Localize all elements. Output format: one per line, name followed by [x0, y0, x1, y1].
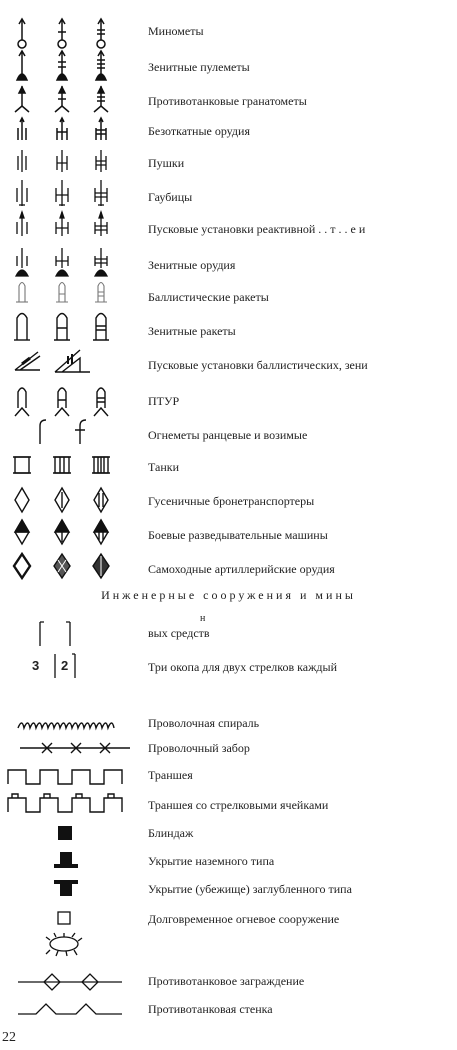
row-mlrs — [0, 210, 457, 240]
spg-icon — [0, 552, 135, 582]
label-bunker: Долговременное огневое сооружение — [148, 912, 340, 926]
aa-machinegun-icon — [0, 50, 135, 80]
row-trench-positions — [0, 650, 457, 682]
hedgehog-obstacle-icon — [0, 932, 135, 962]
recoilless-gun-icon — [0, 116, 135, 146]
howitzer-icon — [0, 178, 135, 208]
at-obstacle-icon — [0, 966, 135, 996]
label-missile-launchers: Пусковые установки баллистических, зени — [148, 358, 368, 372]
label-aa-machineguns: Зенитные пулеметы — [148, 60, 250, 74]
bracket-icon — [0, 612, 135, 642]
row-atgm — [0, 384, 457, 414]
row-buried-shelter — [0, 874, 457, 904]
row-ballistic-missiles — [0, 278, 457, 308]
rocket-launcher-icon — [0, 210, 135, 240]
row-apc — [0, 486, 457, 516]
mortar-icon — [0, 16, 135, 46]
row-at-wall — [0, 994, 457, 1024]
apc-icon — [0, 486, 135, 516]
label-at-grenade-launchers: Противотанковые гранатометы — [148, 94, 307, 108]
fragment-label: вых средств — [148, 626, 210, 640]
at-wall-icon — [0, 994, 135, 1024]
label-surface-shelter: Укрытие наземного типа — [148, 854, 275, 868]
label-at-wall: Противотанковая стенка — [148, 1002, 273, 1016]
label-trench-cells: Траншея со стрелковыми ячейками — [148, 798, 329, 812]
label-at-obstacle: Противотанковое заграждение — [148, 974, 305, 988]
label-ballistic-missiles: Баллистические ракеты — [148, 290, 269, 304]
label-recoilless: Безоткатные орудия — [148, 124, 250, 138]
missile-launcher-icon — [0, 348, 135, 378]
tank-icon — [0, 452, 135, 482]
label-howitzers: Гаубицы — [148, 190, 193, 204]
atgm-icon — [0, 384, 135, 414]
trench-icon — [0, 760, 135, 790]
row-aa-guns — [0, 246, 457, 276]
label-guns: Пушки — [148, 156, 185, 170]
label-sam: Зенитные ракеты — [148, 324, 236, 338]
row-tanks — [0, 452, 457, 482]
row-mortars — [0, 16, 457, 46]
row-trench — [0, 760, 457, 790]
fragment-top: н — [200, 613, 206, 624]
aa-gun-icon — [0, 246, 135, 276]
row-flamethrowers — [0, 418, 457, 448]
label-spg: Самоходные артиллерийские орудия — [148, 562, 335, 576]
label-dugout: Блиндаж — [148, 826, 194, 840]
label-tanks: Танки — [148, 460, 180, 474]
row-recoilless — [0, 116, 457, 146]
trench-number-2: 2 — [61, 658, 69, 673]
buried-shelter-icon — [0, 874, 135, 904]
recon-vehicle-icon — [0, 518, 135, 548]
gun-icon — [0, 146, 135, 176]
row-recon-vehicles — [0, 518, 457, 548]
row-trench-cells — [0, 788, 457, 818]
label-trench: Траншея — [148, 768, 193, 782]
row-bunker — [0, 904, 457, 934]
page-number: 22 — [2, 1030, 16, 1045]
trench-number-3: 3 — [32, 658, 40, 673]
row-howitzers — [0, 178, 457, 208]
ballistic-missile-icon — [0, 278, 135, 308]
label-wire-fence: Проволочный забор — [148, 741, 250, 755]
label-wire-spiral: Проволочная спираль — [148, 716, 260, 730]
label-recon-vehicles: Боевые разведывательные машины — [148, 528, 328, 542]
label-apc: Гусеничные бронетранспортеры — [148, 494, 315, 508]
row-fragment — [0, 612, 457, 650]
label-mlrs: Пусковые установки реактивной . . т . . е и — [148, 222, 366, 236]
label-buried-shelter: Укрытие (убежище) заглубленного типа — [148, 882, 352, 896]
flamethrower-icon — [0, 418, 135, 448]
section-header: Инженерные сооружения и мины — [101, 588, 356, 602]
grenade-launcher-icon — [0, 84, 135, 114]
bunker-icon — [0, 904, 135, 934]
label-flamethrowers: Огнеметы ранцевые и возимые — [148, 428, 308, 442]
row-at-obstacle — [0, 966, 457, 996]
row-sam — [0, 310, 457, 340]
trench-label: Три окопа для двух стрелков каждый — [148, 660, 338, 674]
row-at-grenade-launchers — [0, 84, 457, 114]
label-aa-guns: Зенитные орудия — [148, 258, 236, 272]
trench-cells-icon — [0, 788, 135, 818]
row-missile-launchers — [0, 348, 457, 378]
label-atgm: ПТУР — [148, 394, 180, 408]
row-obstacle-sketch — [0, 932, 457, 962]
label-mortars: Минометы — [148, 24, 204, 38]
row-aa-machineguns — [0, 50, 457, 80]
row-spg — [0, 552, 457, 582]
sam-icon — [0, 310, 135, 340]
row-guns — [0, 146, 457, 176]
